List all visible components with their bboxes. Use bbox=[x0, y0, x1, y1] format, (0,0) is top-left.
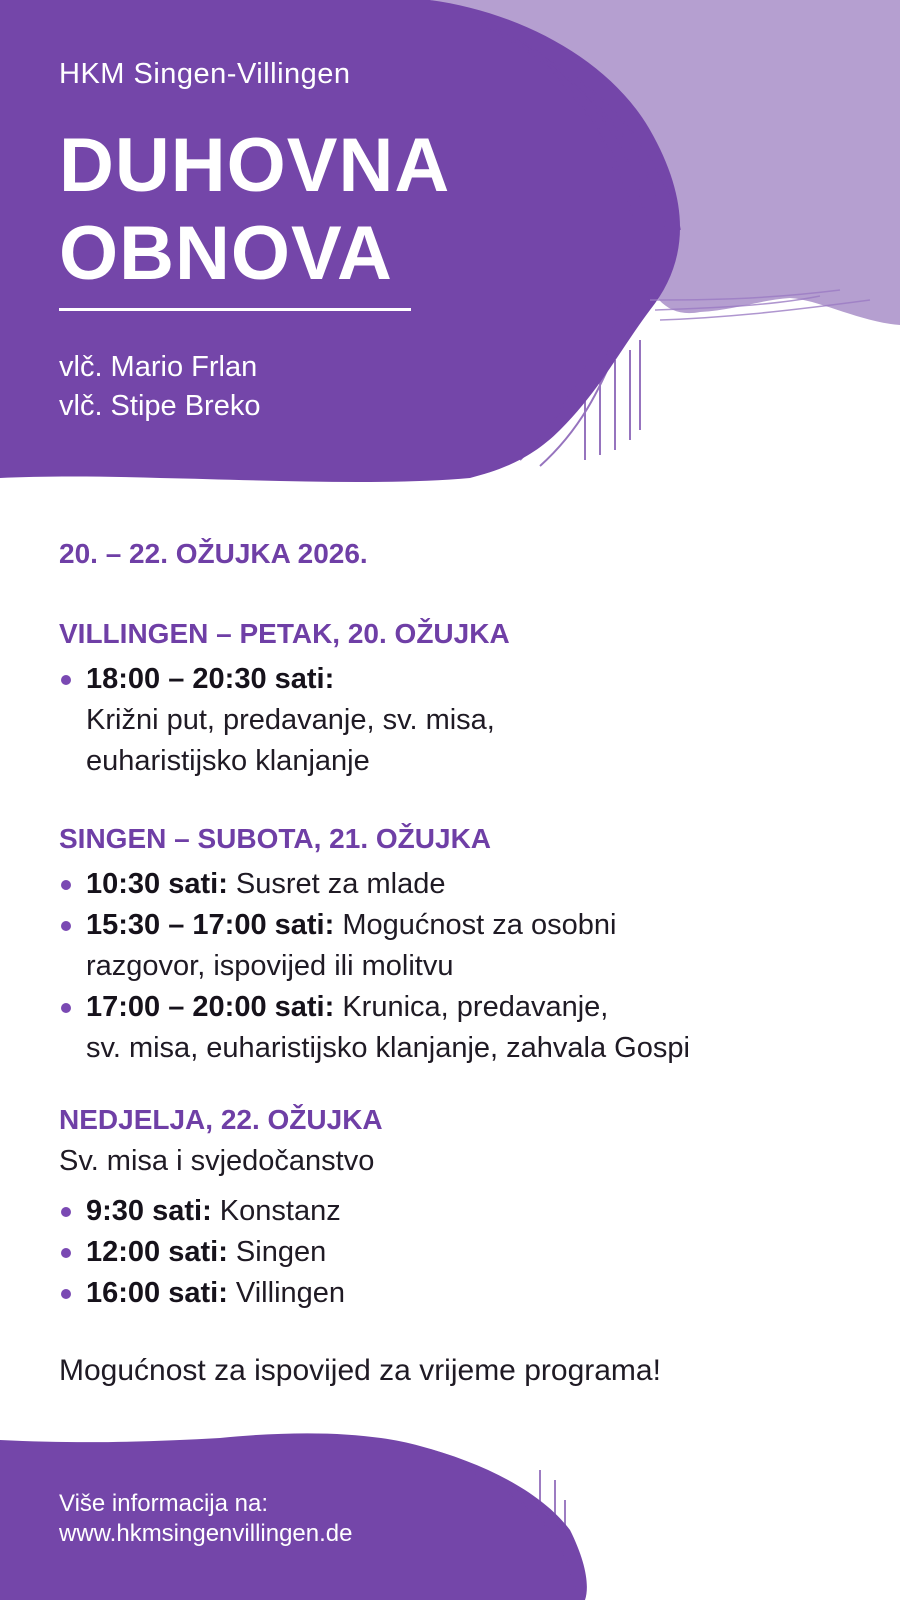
section-title-sunday: NEDJELJA, 22. OŽUJKA bbox=[59, 1104, 383, 1135]
schedule-time: 16:00 sati: bbox=[86, 1277, 228, 1309]
schedule-text: Susret za mlade bbox=[235, 868, 446, 900]
section-title-singen: SINGEN – SUBOTA, 21. OŽUJKA bbox=[59, 823, 492, 854]
schedule-time: 10:30 sati: bbox=[86, 868, 228, 900]
schedule-item bbox=[59, 905, 889, 987]
schedule-text: Konstanz bbox=[219, 1195, 341, 1227]
schedule-text: razgovor, ispovijed ili molitvu bbox=[86, 950, 454, 982]
schedule-text: euharistijsko klanjanje bbox=[86, 745, 370, 777]
website-link[interactable]: www.hkmsingenvillingen.de bbox=[59, 1520, 353, 1547]
title-divider bbox=[59, 308, 411, 311]
more-info-label: Više informacija na: bbox=[59, 1490, 268, 1517]
schedule-text: Križni put, predavanje, sv. misa, bbox=[86, 704, 495, 736]
bullet-icon bbox=[61, 1207, 71, 1217]
priest-name: vlč. Stipe Breko bbox=[59, 390, 261, 422]
schedule-text: Krunica, predavanje, bbox=[342, 991, 609, 1023]
section-subtitle: Sv. misa i svjedočanstvo bbox=[59, 1145, 375, 1177]
bullet-icon bbox=[61, 675, 71, 685]
bullet-icon bbox=[61, 1248, 71, 1258]
schedule-list-sunday bbox=[59, 1191, 859, 1314]
schedule-item bbox=[59, 1232, 859, 1273]
title-line-2: OBNOVA bbox=[59, 211, 393, 296]
schedule-time: 12:00 sati: bbox=[86, 1236, 228, 1268]
schedule-time: 15:30 – 17:00 sati: bbox=[86, 909, 335, 941]
schedule-time: 18:00 – 20:30 sati: bbox=[86, 663, 335, 695]
schedule-list-villingen bbox=[59, 659, 859, 782]
page-title bbox=[59, 122, 450, 298]
priests-list bbox=[59, 348, 260, 426]
bullet-icon bbox=[61, 1003, 71, 1013]
event-dates: 20. – 22. OŽUJKA 2026. bbox=[59, 538, 368, 569]
schedule-time: 9:30 sati: bbox=[86, 1195, 212, 1227]
schedule-text: Mogućnost za osobni bbox=[342, 909, 617, 941]
bullet-icon bbox=[61, 880, 71, 890]
schedule-item bbox=[59, 1191, 859, 1232]
closing-note: Mogućnost za ispovijed za vrijeme programa! bbox=[59, 1354, 661, 1387]
schedule-text: Villingen bbox=[235, 1277, 346, 1309]
schedule-item bbox=[59, 864, 889, 905]
schedule-item bbox=[59, 1273, 859, 1314]
schedule-item bbox=[59, 987, 889, 1069]
section-title-villingen: VILLINGEN – PETAK, 20. OŽUJKA bbox=[59, 618, 510, 649]
bullet-icon bbox=[61, 1289, 71, 1299]
schedule-item bbox=[59, 659, 859, 782]
title-line-1: DUHOVNA bbox=[59, 123, 451, 208]
schedule-text: Singen bbox=[235, 1236, 327, 1268]
schedule-time: 17:00 – 20:00 sati: bbox=[86, 991, 335, 1023]
schedule-text: sv. misa, euharistijsko klanjanje, zahvala Gospi bbox=[86, 1032, 690, 1064]
priest-name: vlč. Mario Frlan bbox=[59, 351, 258, 383]
schedule-list-singen bbox=[59, 864, 889, 1069]
organization-name: HKM Singen-Villingen bbox=[59, 58, 351, 90]
bullet-icon bbox=[61, 921, 71, 931]
